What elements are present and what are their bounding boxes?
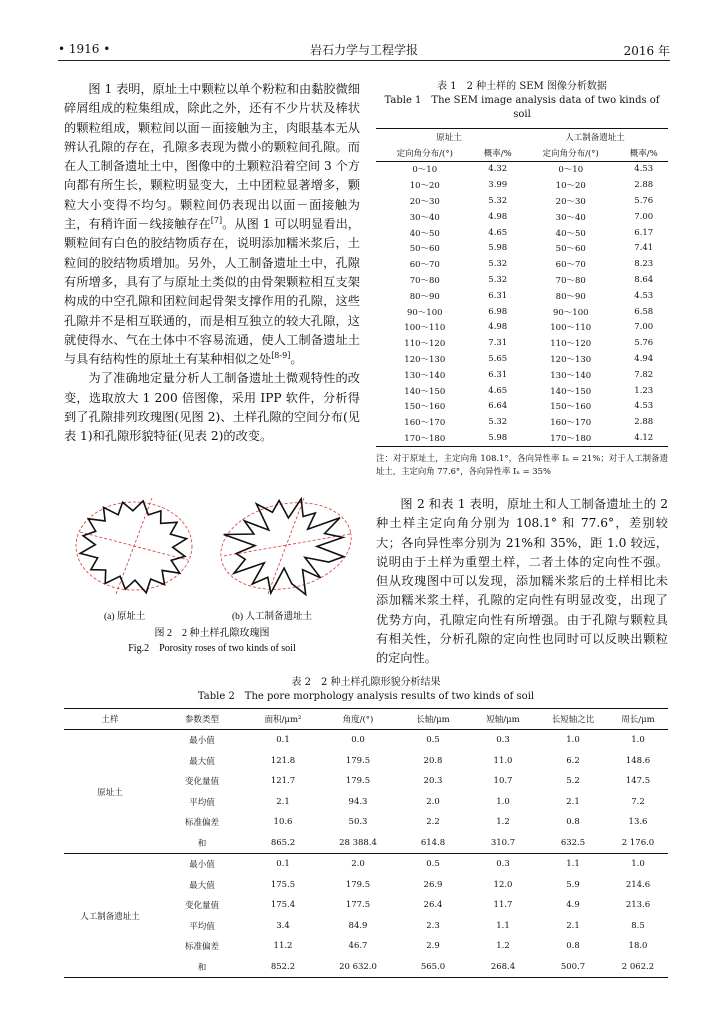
table-2-header-cell: 长轴/μm (398, 709, 468, 730)
parameter-type-cell: 最小值 (189, 860, 215, 871)
value-cell: 147.5 (625, 776, 651, 787)
angle-cell: 170～180 (376, 430, 474, 446)
probability-cell: 7.82 (634, 369, 654, 380)
angle-cell: 50～60 (409, 244, 440, 255)
citation-8-9[interactable]: [8-9] (271, 351, 291, 361)
angle-cell: 80～90 (409, 291, 440, 302)
parameter-type-cell: 和 (156, 957, 248, 978)
value-cell: 20.3 (423, 776, 443, 787)
value-cell: 10.7 (493, 776, 513, 787)
table-1-col-angle: 定向角分布/(°) (522, 145, 620, 161)
value-cell: 10.6 (273, 817, 293, 828)
value-cell: 11.7 (493, 900, 513, 911)
angle-cell: 0～10 (558, 165, 584, 176)
value-cell: 177.5 (345, 900, 371, 911)
value-cell: 852.2 (248, 957, 318, 978)
body-paragraph-1: 图 1 表明，原址土中颗粒以单个粉粒和由黏胶微细碎屑组成的粒集组成，除此之外，还有不少片状及棒状的颗粒组成，颗粒间以面－面接触为主，肉眼基本无从辨认孔隙的存在，孔隙多表现为微小的颗粒间孔隙。而在人工制备遗址土中，图像中的土颗粒沿着空间 3 个方向都有所生长，颗粒明显变大，土中团粒显著增多，颗粒大小变得不均匀。颗粒间仍表现出以面－面接触为主，有稍许面－线接触存在[7]。从图 1 可以明显看出，颗粒间有白色的胶结物质存在，说明添加糯米浆后，土粒间的胶结物质增加。另外，人工制备遗址土中，孔隙有所增多，具有了与原址土类似的由骨架颗粒相互支架构成的中空孔隙和团粒间起骨架支撑作用的孔隙，这些孔隙并不是相互联通的，而是相互独立的较大孔隙，这就使得水、气在土体中不容易流通，使人工制备遗址土与具有结构性的原址土有某种相似之处[8-9]。 (64, 82, 360, 367)
angle-cell: 100～110 (550, 323, 592, 334)
value-cell: 94.3 (348, 796, 368, 807)
angle-cell: 20～30 (409, 197, 440, 208)
value-cell: 0.5 (426, 859, 440, 870)
probability-cell: 7.41 (634, 243, 654, 254)
table-2-header-cell: 面积/μm² (248, 709, 318, 730)
angle-cell: 100～110 (404, 323, 446, 334)
probability-cell: 7.31 (488, 338, 508, 349)
angle-cell: 110～120 (404, 339, 446, 350)
body-paragraph-2: 为了准确地定量分析人工制备遗址土微观特性的改变，选取放大 1 200 倍图像，采用 IPP 软件，分析得到了孔隙排列玫瑰图(见图 2)、土样孔隙的空间分布(见表 1)和孔隙形貌特征(见表 2)的改变。 (64, 371, 360, 444)
table-row (376, 367, 668, 383)
citation-7[interactable]: [7] (210, 216, 223, 226)
table-row (376, 335, 668, 351)
probability-cell: 6.58 (634, 306, 654, 317)
probability-cell: 5.32 (488, 275, 508, 286)
parameter-type-cell: 变化量值 (184, 901, 219, 912)
probability-cell: 2.88 (634, 180, 654, 191)
probability-cell: 6.17 (634, 227, 654, 238)
probability-cell: 5.32 (488, 259, 508, 270)
value-cell: 121.7 (270, 776, 296, 787)
value-cell: 175.5 (270, 879, 296, 890)
angle-cell: 30～40 (409, 212, 440, 223)
table-1-group-original: 原址土 (376, 129, 522, 145)
value-cell: 7.2 (631, 796, 645, 807)
probability-cell: 4.98 (488, 211, 508, 222)
value-cell: 179.5 (345, 879, 371, 890)
value-cell: 46.7 (348, 941, 368, 952)
value-cell: 2.1 (566, 796, 580, 807)
right-column (376, 80, 668, 669)
value-cell: 26.4 (423, 900, 443, 911)
table-row (376, 193, 668, 209)
probability-cell: 5.98 (474, 430, 522, 446)
figure-2-caption-en: Fig.2 Porosity roses of two kinds of soil (128, 643, 296, 654)
page-number: • 1916 • (58, 42, 111, 56)
probability-cell: 5.76 (634, 196, 654, 207)
value-cell: 565.0 (398, 957, 468, 978)
table-1-col-prob: 概率/% (474, 145, 522, 161)
value-cell: 865.2 (248, 833, 318, 854)
value-cell: 175.4 (270, 900, 296, 911)
value-cell: 268.4 (468, 957, 538, 978)
value-cell: 0.3 (496, 859, 510, 870)
value-cell: 5.9 (566, 879, 580, 890)
value-cell: 84.9 (348, 920, 368, 931)
probability-cell: 4.53 (634, 290, 654, 301)
probability-cell: 4.53 (634, 164, 654, 175)
angle-cell: 50～60 (555, 244, 586, 255)
value-cell: 632.5 (538, 833, 608, 854)
value-cell: 13.6 (628, 817, 648, 828)
probability-cell: 6.31 (488, 290, 508, 301)
figure-2 (64, 470, 360, 670)
table-1-col-prob: 概率/% (620, 145, 668, 161)
angle-cell: 150～160 (550, 402, 592, 413)
table-row (376, 241, 668, 257)
value-cell: 2 062.2 (608, 957, 668, 978)
publication-year: 2016 年 (623, 44, 670, 58)
probability-cell: 4.65 (488, 227, 508, 238)
probability-cell: 8.23 (634, 259, 654, 270)
table-row (376, 272, 668, 288)
parameter-type-cell: 平均值 (189, 921, 215, 932)
running-header (58, 40, 670, 61)
value-cell: 20 632.0 (318, 957, 398, 978)
angle-cell: 10～20 (409, 181, 440, 192)
value-cell: 214.6 (625, 879, 651, 890)
angle-cell: 60～70 (555, 260, 586, 271)
value-cell: 179.5 (345, 755, 371, 766)
value-cell: 6.2 (566, 755, 580, 766)
angle-cell: 30～40 (555, 212, 586, 223)
angle-cell: 160～170 (404, 418, 446, 429)
value-cell: 0.8 (566, 941, 580, 952)
angle-cell: 10～20 (555, 181, 586, 192)
porosity-rose-figure (64, 470, 360, 670)
table-row (64, 730, 668, 751)
value-cell: 2.3 (426, 920, 440, 931)
probability-cell: 3.99 (488, 180, 508, 191)
probability-cell: 5.65 (488, 354, 508, 365)
table-row (376, 430, 668, 446)
angle-cell: 140～150 (404, 386, 446, 397)
value-cell: 28 388.4 (318, 833, 398, 854)
table-row (376, 320, 668, 336)
rose-a (76, 498, 192, 594)
journal-name: 岩石力学与工程学报 (309, 43, 418, 57)
parameter-type-cell: 最大值 (189, 756, 215, 767)
table-row (376, 383, 668, 399)
table-2-header-cell: 参数类型 (156, 709, 248, 730)
probability-cell: 6.64 (488, 401, 508, 412)
parameter-type-cell: 变化量值 (184, 777, 219, 788)
probability-cell: 7.00 (634, 322, 654, 333)
angle-cell: 80～90 (555, 291, 586, 302)
probability-cell: 5.76 (634, 338, 654, 349)
table-1-col-angle: 定向角分布/(°) (376, 145, 474, 161)
angle-cell: 130～140 (404, 370, 446, 381)
body-paragraph-3: 图 2 和表 1 表明，原址土和人工制备遗址土的 2 种土样主定向角分别为 108.1° 和 77.6°，差别较大；各向异性率分别为 21%和 35%，距 1.0 较远，说明由于土样为重塑土样，二者土体的定向性不强。但从玫瑰图中可以发现，添加糯米浆后的土样相比未添加糯米浆土样，孔隙的定向性有明显改变，出现了优势方向，孔隙定向性有所增强。由于孔隙与颗粒具有相关性，分析孔隙的定向性也同时可以反映出颗粒的定向性。 (376, 496, 668, 666)
table-2-header-cell: 周长/μm (608, 709, 668, 730)
table-row (376, 351, 668, 367)
probability-cell: 2.88 (634, 417, 654, 428)
probability-cell: 4.12 (620, 430, 668, 446)
value-cell: 12.0 (493, 879, 513, 890)
angle-cell: 130～140 (550, 370, 592, 381)
probability-cell: 4.32 (488, 164, 508, 175)
table-2-header-cell: 土样 (64, 709, 156, 730)
parameter-type-cell: 最小值 (189, 736, 215, 747)
value-cell: 5.2 (566, 776, 580, 787)
value-cell: 2.1 (276, 796, 290, 807)
value-cell: 4.9 (566, 900, 580, 911)
value-cell: 20.8 (423, 755, 443, 766)
probability-cell: 6.98 (488, 306, 508, 317)
rose-a-label: (a) 原址土 (104, 612, 146, 622)
table-1 (376, 128, 668, 447)
value-cell: 1.2 (496, 941, 510, 952)
value-cell: 0.5 (426, 735, 440, 746)
value-cell: 2.0 (426, 796, 440, 807)
parameter-type-cell: 标准偏差 (184, 942, 219, 953)
value-cell: 1.0 (631, 735, 645, 746)
value-cell: 500.7 (538, 957, 608, 978)
table-row (64, 854, 668, 875)
figure-2-caption-cn: 图 2 2 种土样孔隙玫瑰图 (154, 628, 270, 639)
value-cell: 11.2 (273, 941, 293, 952)
angle-cell: 60～70 (409, 260, 440, 271)
value-cell: 179.5 (345, 776, 371, 787)
value-cell: 1.2 (496, 817, 510, 828)
table-2-caption-cn: 表 2 2 种土样孔隙形貌分析结果 (291, 677, 441, 688)
value-cell: 2.0 (351, 859, 365, 870)
value-cell: 26.9 (423, 879, 443, 890)
value-cell: 0.3 (496, 735, 510, 746)
angle-cell: 90～100 (406, 307, 443, 318)
value-cell: 1.0 (566, 735, 580, 746)
angle-cell: 150～160 (404, 402, 446, 413)
table-2-caption-en: Table 2 The pore morphology analysis results of two kinds of soil (197, 691, 535, 702)
table-row (376, 304, 668, 320)
value-cell: 1.0 (496, 796, 510, 807)
table-1-caption-en: Table 1 The SEM image analysis data of two kinds of soil (384, 95, 660, 120)
probability-cell: 5.98 (488, 243, 508, 254)
soil-group-label: 原址土 (64, 730, 156, 854)
table-1-group-artificial: 人工制备遗址土 (522, 129, 668, 145)
value-cell: 2 176.0 (608, 833, 668, 854)
table-row (376, 414, 668, 430)
probability-cell: 4.53 (634, 401, 654, 412)
value-cell: 3.4 (276, 920, 290, 931)
angle-cell: 20～30 (555, 197, 586, 208)
value-cell: 1.0 (631, 859, 645, 870)
angle-cell: 120～130 (550, 355, 592, 366)
parameter-type-cell: 和 (156, 833, 248, 854)
value-cell: 0.1 (276, 859, 290, 870)
probability-cell: 6.31 (488, 369, 508, 380)
table-row (376, 177, 668, 193)
value-cell: 8.5 (631, 920, 645, 931)
value-cell: 0.0 (351, 735, 365, 746)
probability-cell: 5.32 (488, 417, 508, 428)
table-1-caption-cn: 表 1 2 种土样的 SEM 图像分析数据 (437, 81, 607, 92)
probability-cell: 5.32 (488, 196, 508, 207)
probability-cell: 4.98 (488, 322, 508, 333)
table-2-block (64, 676, 668, 978)
value-cell: 2.1 (566, 920, 580, 931)
angle-cell: 120～130 (404, 355, 446, 366)
table-row (376, 209, 668, 225)
angle-cell: 0～10 (412, 165, 438, 176)
value-cell: 310.7 (468, 833, 538, 854)
value-cell: 1.1 (496, 920, 510, 931)
table-2-header-cell: 短轴/μm (468, 709, 538, 730)
angle-cell: 70～80 (555, 276, 586, 287)
angle-cell: 90～100 (552, 307, 589, 318)
angle-cell: 110～120 (550, 339, 592, 350)
value-cell: 121.8 (270, 755, 296, 766)
rose-b-label: (b) 人工制备遗址土 (232, 612, 312, 622)
parameter-type-cell: 最大值 (189, 880, 215, 891)
angle-cell: 140～150 (550, 386, 592, 397)
value-cell: 2.2 (426, 817, 440, 828)
table-row (376, 161, 668, 177)
probability-cell: 7.00 (634, 211, 654, 222)
table-row (376, 399, 668, 415)
parameter-type-cell: 标准偏差 (184, 818, 219, 829)
value-cell: 50.3 (348, 817, 368, 828)
probability-cell: 4.94 (634, 354, 654, 365)
value-cell: 0.1 (276, 735, 290, 746)
value-cell: 614.8 (398, 833, 468, 854)
probability-cell: 4.65 (488, 385, 508, 396)
value-cell: 148.6 (625, 755, 651, 766)
table-2-header-cell: 长短轴之比 (538, 709, 608, 730)
parameter-type-cell: 平均值 (189, 797, 215, 808)
value-cell: 2.9 (426, 941, 440, 952)
probability-cell: 8.64 (634, 275, 654, 286)
angle-cell: 170～180 (522, 430, 620, 446)
angle-cell: 160～170 (550, 418, 592, 429)
table-row (376, 225, 668, 241)
angle-cell: 40～50 (409, 228, 440, 239)
table-1-note: 注：对于原址土，主定向角 108.1°，各向异性率 Iₙ = 21%；对于人工制备遗址土，主定向角 77.6°，各向异性率 Iₙ = 35% (376, 452, 668, 476)
probability-cell: 1.23 (634, 385, 654, 396)
value-cell: 213.6 (625, 900, 651, 911)
table-row (376, 256, 668, 272)
rose-b (213, 491, 360, 601)
value-cell: 11.0 (493, 755, 513, 766)
table-2 (64, 708, 668, 978)
rose-b-outline (224, 499, 344, 595)
angle-cell: 40～50 (555, 228, 586, 239)
table-2-header-cell: 角度/(°) (318, 709, 398, 730)
value-cell: 1.1 (566, 859, 580, 870)
value-cell: 0.8 (566, 817, 580, 828)
value-cell: 18.0 (628, 941, 648, 952)
table-row (376, 288, 668, 304)
angle-cell: 70～80 (409, 276, 440, 287)
left-column (64, 80, 360, 447)
soil-group-label: 人工制备遗址土 (64, 854, 156, 978)
